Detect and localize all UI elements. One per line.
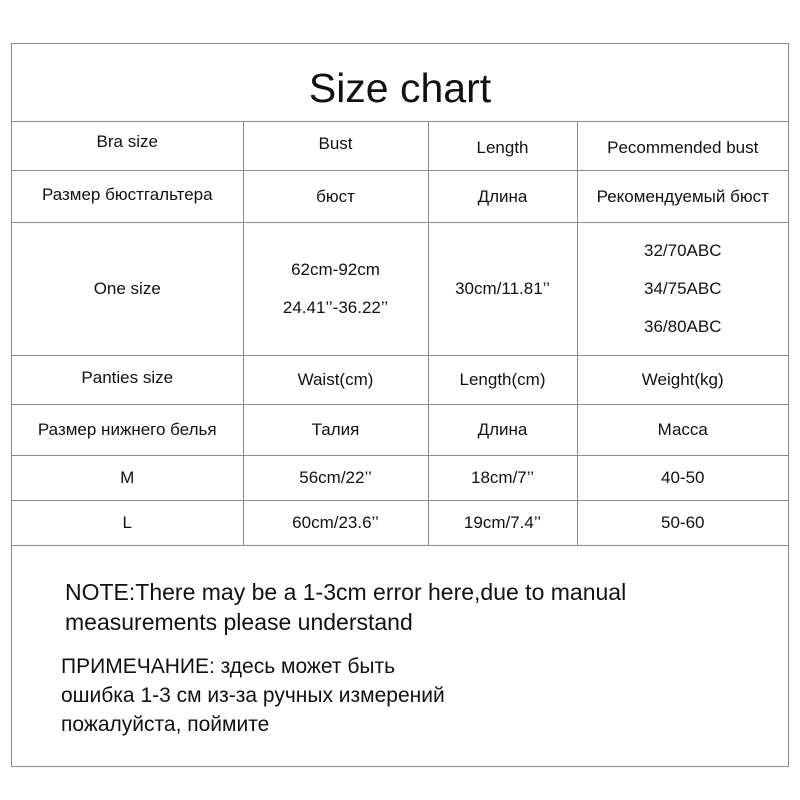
note-english xyxy=(65,577,626,637)
bra-header-row-en xyxy=(12,122,788,171)
table-cell: 19cm/7.4’’ xyxy=(428,501,577,546)
chart-title: Size chart xyxy=(12,44,788,122)
header-cell: Размер бюстгальтера xyxy=(12,171,243,223)
bust-cm: 62cm-92cm xyxy=(291,260,380,279)
header-cell: Длина xyxy=(428,171,577,223)
header-cell: Length xyxy=(428,122,577,171)
header-cell: Bust xyxy=(243,122,428,171)
note-line: measurements please understand xyxy=(65,609,413,635)
bra-data-row xyxy=(12,223,788,356)
recommended-bust-item: 34/75ABC xyxy=(644,279,722,298)
header-cell: Pecommended bust xyxy=(577,122,788,171)
table-cell: 18cm/7’’ xyxy=(428,456,577,501)
table-cell: One size xyxy=(12,223,243,356)
header-cell: Длина xyxy=(428,405,577,456)
table-cell: 40-50 xyxy=(577,456,788,501)
header-cell: Bra size xyxy=(12,122,243,171)
table-cell: 50-60 xyxy=(577,501,788,546)
header-cell: Масса xyxy=(577,405,788,456)
bust-inches: 24.41’’-36.22’’ xyxy=(282,298,389,317)
note-russian xyxy=(61,652,445,739)
size-table xyxy=(12,122,788,546)
table-cell: L xyxy=(12,501,243,546)
panties-header-row-en xyxy=(12,356,788,405)
header-cell: Рекомендуемый бюст xyxy=(577,171,788,223)
recommended-bust-item: 32/70ABC xyxy=(644,241,722,260)
notes-section xyxy=(12,544,788,766)
bra-header-row-ru xyxy=(12,171,788,223)
header-cell: Length(cm) xyxy=(428,356,577,405)
header-cell: Waist(cm) xyxy=(243,356,428,405)
note-line: пожалуйста, поймите xyxy=(61,713,270,736)
note-line: ошибка 1-3 см из-за ручных измерений xyxy=(61,684,445,707)
header-cell: Талия xyxy=(243,405,428,456)
table-cell: 56cm/22’’ xyxy=(243,456,428,501)
recommended-bust-item: 36/80ABC xyxy=(644,317,722,336)
table-cell: M xyxy=(12,456,243,501)
header-cell: Размер нижнего белья xyxy=(12,405,243,456)
table-cell: 30cm/11.81’’ xyxy=(428,223,577,356)
note-line: ПРИМЕЧАНИЕ: здесь может быть xyxy=(61,655,396,678)
panties-header-row-ru xyxy=(12,405,788,456)
size-chart-frame xyxy=(11,43,789,767)
table-cell: 60cm/23.6’’ xyxy=(243,501,428,546)
table-cell xyxy=(577,223,788,356)
header-cell: бюст xyxy=(243,171,428,223)
table-cell xyxy=(243,223,428,356)
table-row xyxy=(12,456,788,501)
note-line: NOTE:There may be a 1-3cm error here,due to manual xyxy=(65,579,627,605)
header-cell: Panties size xyxy=(12,356,243,405)
table-row xyxy=(12,501,788,546)
header-cell: Weight(kg) xyxy=(577,356,788,405)
